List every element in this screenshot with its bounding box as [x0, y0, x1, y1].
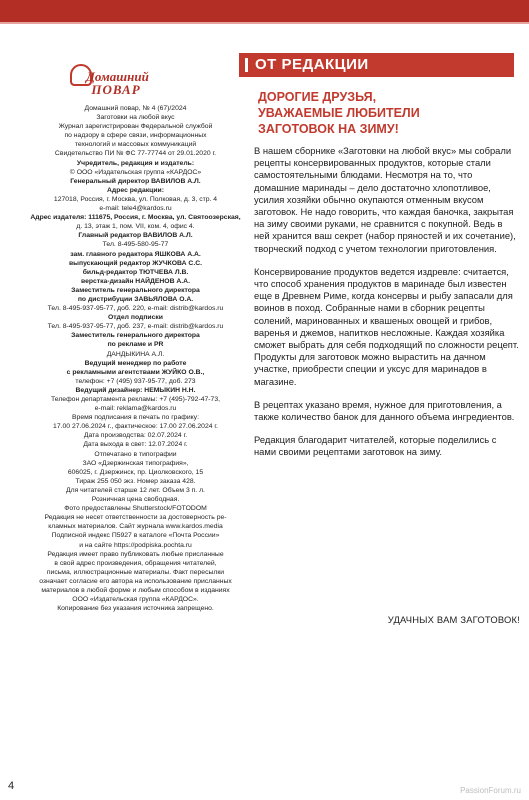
section-header-title: ОТ РЕДАКЦИИ: [255, 56, 369, 73]
headline-line: ЗАГОТОВОК НА ЗИМУ!: [258, 122, 399, 136]
headline-line: ДОРОГИЕ ДРУЗЬЯ,: [258, 90, 377, 104]
imprint-line: Редакция имеет право публиковать любые присланные: [47, 550, 224, 558]
imprint-line: выпускающий редактор ЖУЧКОВА С.С.: [68, 259, 203, 267]
imprint-line: письма, иллюстрационные материалы. Факт пересылки: [46, 568, 225, 576]
imprint-line: e-mail: reklama@kardos.ru: [94, 405, 177, 413]
imprint-line: Заместитель генерального директора: [71, 286, 200, 294]
logo-line-1: Домашний: [86, 69, 149, 84]
imprint-line: 17.00 27.06.2024 г., фактическое: 17.00 27.06.2024 г.: [53, 423, 218, 431]
imprint-line: д. 13, этаж 1, пом. VII, ком. 4, офис 4.: [76, 223, 195, 231]
imprint-line: Телефон департамента рекламы: +7 (495)-792-47-73,: [51, 396, 220, 403]
imprint-line: ЗАО «Дзержинская типография»,: [82, 459, 189, 467]
imprint-line: по надзору в сфере связи, информационных: [64, 132, 207, 140]
imprint-line: Для читателей старше 12 лет. Объем 3 п. л.: [66, 486, 205, 494]
imprint-line: бильд-редактор ТЮТЧЕВА Л.В.: [82, 268, 189, 276]
imprint-line: © ООО «Издательская группа «КАРДОС»: [69, 168, 202, 176]
headline-line: УВАЖАЕМЫЕ ЛЮБИТЕЛИ: [258, 106, 420, 120]
body-paragraph: Редакция благодарит читателей, которые поделились с нами своими рецептами заготовок на зиму.: [254, 434, 497, 458]
imprint-line: 606025, г. Дзержинск, пр. Циолковского, 15: [67, 468, 204, 476]
imprint-line: Отпечатано в типографии: [94, 450, 177, 458]
imprint-line: Генеральный директор ВАВИЛОВ А.Л.: [70, 177, 201, 185]
imprint-line: технологий и массовых коммуникаций: [74, 141, 197, 149]
imprint-line: Розничная цена свободная.: [91, 496, 180, 504]
imprint-line: в свой адрес произведения, обращения читателей,: [54, 559, 217, 567]
imprint-line: Домашний повар, № 4 (67)/2024: [84, 105, 187, 112]
imprint-line: Адрес издателя: 111675, Россия, г. Москва, ул. Святоозерская,: [30, 214, 241, 222]
imprint-line: Копирование без указания источника запрещено.: [57, 605, 214, 613]
imprint-line: Учредитель, редакция и издатель:: [76, 159, 195, 167]
imprint-line: с рекламными агентствами ЖУЙКО О.В.,: [66, 368, 205, 376]
editorial-signoff: УДАЧНЫХ ВАМ ЗАГОТОВОК!: [387, 614, 520, 625]
imprint-line: ООО «Издательская группа «КАРДОС».: [72, 596, 199, 604]
imprint-line: Фото предоставлены Shutterstock/FOTODOM: [64, 505, 207, 513]
imprint-line: Тираж 255 050 экз. Номер заказа 428.: [75, 477, 196, 485]
imprint-line: Тел. 8-495-937-95-77, доб. 220, e-mail: distrib@kardos.ru: [47, 305, 224, 313]
body-paragraph: В нашем сборнике «Заготовки на любой вкус» мы собрали рецепты консервированных продуктов, которые стали самостоятельными блюдами. Несмотря на то, что домашние маринады – дело достаточно хлопотливое, усилия хозяйки обычно окупаются отменным вкусом заготовок. Не надо говорить, что каждая баночка, закрытая на зиму своими руками, не сравнится с покупной. Ведь в ней хранится ваш секрет (набор пряностей и их сочетание), творческий подход с учетом технологии приготовления.: [254, 145, 516, 254]
editorial-body: [254, 145, 520, 470]
imprint-line: Ведущий дизайнер: НЕМЫКИН Н.Н.: [75, 386, 196, 394]
imprint-line: Отдел подписки: [108, 314, 163, 322]
imprint-line: Заместитель генерального директора: [71, 332, 200, 340]
imprint-line: e-mail: tele4@kardos.ru: [99, 205, 172, 213]
logo-line-2: ПОВАР: [91, 82, 141, 97]
section-header: [239, 53, 514, 77]
imprint-line: по рекламе и PR: [107, 341, 164, 349]
imprint-line: и на сайте https://podpiska.pochta.ru: [79, 541, 192, 549]
imprint-line: Редакция не несет ответственности за достоверность ре-: [44, 514, 227, 522]
imprint-line: верстка-дизайн НАЙДЕНОВ А.А.: [81, 277, 190, 285]
imprint-line: ДАНДЫКИНА А.Л.: [106, 350, 165, 358]
imprint-line: Свидетельство ПИ № ФС 77-77744 от 29.01.2020 г.: [54, 150, 217, 158]
imprint-line: 127018, Россия, г. Москва, ул. Полковая, д. 3, стр. 4: [53, 195, 218, 203]
body-paragraph: Консервирование продуктов ведется издревле: считается, что способ хранения продуктов в маринаде был известен еще в Древнем Риме, когда консервы и рыбу запасали для воинов в поход. Собранные нами в сборник рецепты солений, маринованных и квашеных овощей и грибов, варенья и джемов, напитков несложные. Каждая хозяйка сможет выбрать для себя подходящий по сложности рецепт. Продукты для заготовок можно вырастить на дачном участке, приобрести специи и уксус для маринадов в магазине.: [254, 265, 519, 387]
page-number: 4: [8, 780, 15, 792]
imprint-line: Ведущий менеджер по работе: [84, 359, 187, 367]
imprint-line: Подписной индекс П5927 в каталоге «Почта России»: [51, 532, 220, 540]
imprint-line: Адрес редакции:: [107, 186, 164, 194]
top-bar-underline: [0, 22, 529, 24]
top-color-bar: [0, 0, 529, 22]
imprint-line: Дата производства: 02.07.2024 г.: [83, 432, 188, 440]
site-watermark: PassionForum.ru: [460, 786, 521, 795]
imprint-line: телефон: +7 (495) 937-95-77, доб. 273: [75, 377, 196, 385]
imprint-line: материалов в любой форме и любым способом в изданиях: [41, 586, 230, 594]
imprint-line: Журнал зарегистрирован Федеральной службой: [58, 123, 213, 131]
imprint-line: Время подписания в печать по графику:: [72, 414, 199, 422]
imprint-line: кламных материалов. Сайт журнала www.kardos.media: [48, 523, 223, 531]
imprint-line: по дистрибуции ЗАВЬЯЛОВА О.А.: [77, 295, 194, 303]
imprint-line: Тел. 8-495-937-95-77, доб. 237, e-mail: distrib@kardos.ru: [47, 323, 224, 331]
logo-text: [86, 70, 206, 96]
editorial-headline: [258, 89, 518, 137]
body-paragraph: В рецептах указано время, нужное для приготовления, а также количество банок для данного объема ингредиентов.: [254, 398, 515, 423]
imprint-line: Заготовки на любой вкус: [96, 114, 175, 122]
imprint-line: Тел. 8-495-580-95-77: [102, 241, 169, 249]
imprint-line: зам. главного редактора ЯШКОВА А.А.: [70, 250, 201, 258]
imprint-line: Главный редактор ВАВИЛОВ А.Л.: [78, 232, 193, 240]
imprint-line: Дата выхода в свет: 12.07.2024 г.: [83, 441, 188, 449]
header-marker: [245, 58, 248, 72]
imprint-column: [18, 104, 253, 613]
imprint-line: означает согласие его автора на использование присланных: [39, 577, 232, 585]
